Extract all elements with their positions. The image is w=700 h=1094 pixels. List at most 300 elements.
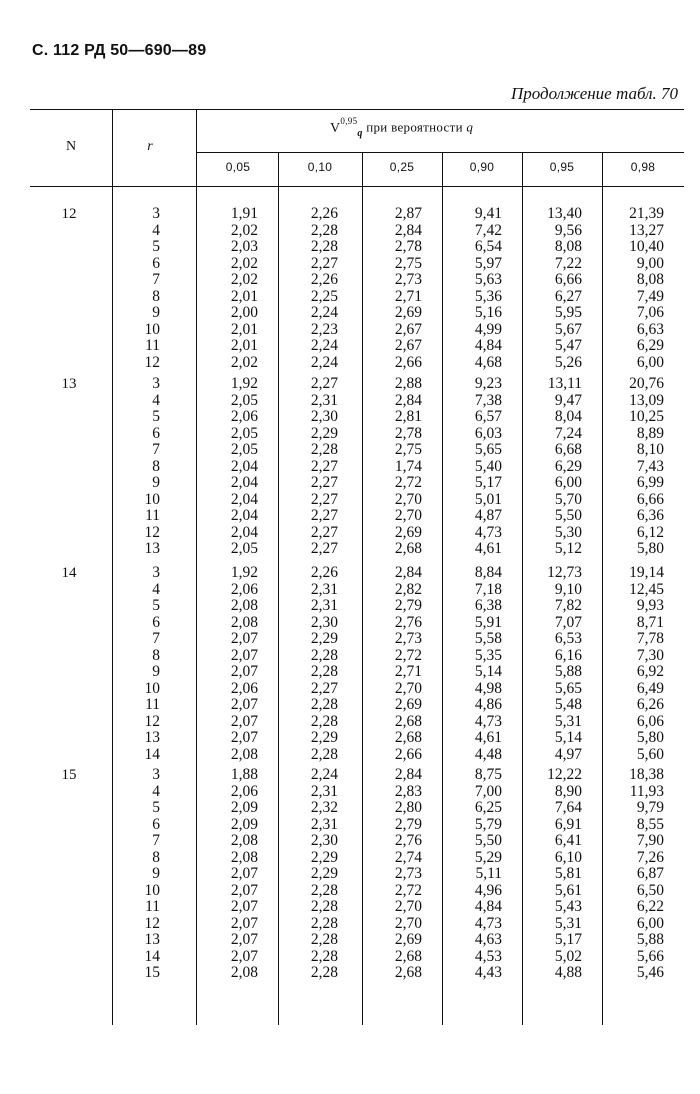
r-value: 5 [152, 799, 160, 816]
table-row [0, 681, 700, 698]
v-value: 4,88 [554, 964, 582, 981]
v-value: 8,08 [554, 238, 582, 255]
v-value: 4,86 [474, 696, 502, 713]
v-value: 5,81 [554, 865, 582, 882]
r-value: 10 [144, 490, 160, 508]
v-value: 6,49 [636, 679, 664, 697]
v-value: 2,01 [230, 287, 258, 305]
v-value: 5,58 [474, 630, 502, 647]
table-row [0, 883, 700, 900]
v-value: 4,61 [474, 540, 502, 557]
r-value: 5 [152, 238, 160, 255]
table-row [0, 817, 700, 834]
v-value: 6,57 [474, 408, 502, 425]
v-value: 2,04 [230, 507, 258, 524]
v-value: 2,28 [310, 964, 338, 981]
v-value: 2,66 [394, 745, 422, 763]
r-value: 15 [144, 964, 160, 981]
v-value: 7,30 [636, 646, 664, 664]
v-value: 2,78 [394, 424, 422, 442]
v-value: 2,23 [310, 320, 338, 338]
v-value: 2,28 [310, 646, 338, 664]
table-row [0, 426, 700, 443]
v-value: 5,80 [636, 540, 664, 557]
v-value: 2,31 [310, 391, 338, 409]
v-value: 7,82 [554, 597, 582, 614]
v-value: 6,27 [554, 287, 582, 305]
v-value: 8,89 [636, 424, 664, 442]
v-value: 7,22 [554, 254, 582, 272]
v-value: 2,31 [310, 597, 338, 614]
n-value: 12 [61, 206, 77, 222]
v-value: 2,87 [394, 205, 422, 222]
v-value: 4,43 [474, 964, 502, 981]
v-value: 1,92 [230, 564, 258, 581]
v-value: 6,22 [636, 898, 664, 915]
v-value: 2,84 [394, 391, 422, 409]
v-value: 2,66 [394, 353, 422, 371]
v-value: 9,10 [554, 580, 582, 598]
v-value: 13,27 [629, 221, 664, 239]
v-value: 2,76 [394, 613, 422, 631]
v-value: 2,26 [310, 205, 338, 222]
v-value: 2,30 [310, 613, 338, 631]
v-value: 2,28 [310, 931, 338, 948]
v-value: 5,80 [636, 729, 664, 746]
v-value: 21,39 [629, 205, 664, 222]
v-value: 2,68 [394, 947, 422, 965]
v-value: 7,38 [474, 391, 502, 409]
v-value: 5,66 [636, 947, 664, 965]
v-value: 2,07 [230, 898, 258, 915]
r-value: 14 [144, 745, 160, 763]
v-value: 5,36 [474, 287, 502, 305]
v-value: 8,55 [636, 815, 664, 833]
v-value: 5,31 [554, 712, 582, 730]
v-value: 2,28 [310, 881, 338, 899]
v-value: 5,50 [554, 507, 582, 524]
v-value: 6,53 [554, 630, 582, 647]
header-n: N [65, 139, 77, 154]
r-value: 9 [152, 865, 160, 882]
v-value: 5,61 [554, 881, 582, 899]
n-value: 14 [61, 565, 77, 581]
v-value: 2,26 [310, 564, 338, 581]
v-value: 2,08 [230, 964, 258, 981]
table-row [0, 239, 700, 256]
v-value: 2,09 [230, 799, 258, 816]
v-value: 5,16 [474, 304, 502, 321]
v-value: 9,47 [554, 391, 582, 409]
r-value: 7 [152, 630, 160, 647]
v-value: 5,29 [474, 848, 502, 866]
table-row [0, 784, 700, 801]
v-value: 9,93 [636, 597, 664, 614]
table-row [0, 289, 700, 306]
r-value: 3 [152, 205, 160, 222]
v-value: 2,70 [394, 898, 422, 915]
table-row [0, 932, 700, 949]
table-row [0, 223, 700, 240]
v-value: 8,75 [474, 766, 502, 783]
header-v-sub: q [357, 127, 363, 139]
table-row [0, 767, 700, 784]
v-value: 4,98 [474, 679, 502, 697]
r-value: 9 [152, 474, 160, 491]
v-value: 2,79 [394, 815, 422, 833]
v-value: 7,43 [636, 457, 664, 475]
v-value: 4,84 [474, 337, 502, 354]
table-row [0, 833, 700, 850]
v-value: 2,28 [310, 914, 338, 932]
r-value: 13 [144, 931, 160, 948]
v-value: 6,25 [474, 799, 502, 816]
table-row [0, 206, 700, 223]
v-value: 2,05 [230, 540, 258, 557]
n-value: 13 [61, 376, 77, 392]
table-row [0, 541, 700, 558]
v-value: 9,56 [554, 221, 582, 239]
v-value: 5,43 [554, 898, 582, 915]
v-value: 5,79 [474, 815, 502, 833]
v-value: 2,06 [230, 408, 258, 425]
r-value: 3 [152, 564, 160, 581]
r-value: 8 [152, 646, 160, 664]
v-value: 2,07 [230, 729, 258, 746]
v-value: 5,70 [554, 490, 582, 508]
v-value: 5,97 [474, 254, 502, 272]
v-value: 2,29 [310, 729, 338, 746]
table-row [0, 409, 700, 426]
table-row [0, 899, 700, 916]
v-value: 2,72 [394, 646, 422, 664]
v-value: 2,28 [310, 947, 338, 965]
v-value: 2,69 [394, 304, 422, 321]
v-value: 4,53 [474, 947, 502, 965]
v-value: 6,00 [636, 914, 664, 932]
v-value: 6,92 [636, 663, 664, 680]
v-value: 4,73 [474, 914, 502, 932]
v-value: 5,35 [474, 646, 502, 664]
v-value: 18,38 [629, 766, 664, 783]
v-value: 2,05 [230, 441, 258, 458]
v-value: 7,24 [554, 424, 582, 442]
v-value: 8,04 [554, 408, 582, 425]
v-value: 2,07 [230, 663, 258, 680]
v-value: 6,16 [554, 646, 582, 664]
table-row [0, 582, 700, 599]
v-value: 7,49 [636, 287, 664, 305]
table-row [0, 631, 700, 648]
v-value: 6,66 [554, 271, 582, 288]
v-value: 2,26 [310, 271, 338, 288]
header-q-value: 0,98 [630, 160, 656, 174]
v-value: 2,27 [310, 679, 338, 697]
header-span-q: q [466, 119, 474, 135]
v-value: 5,88 [554, 663, 582, 680]
v-value: 5,01 [474, 490, 502, 508]
v-value: 2,30 [310, 408, 338, 425]
v-value: 2,76 [394, 832, 422, 849]
v-value: 7,78 [636, 630, 664, 647]
r-value: 7 [152, 441, 160, 458]
header-q-value: 0,05 [225, 160, 251, 174]
v-value: 2,08 [230, 745, 258, 763]
v-value: 2,70 [394, 507, 422, 524]
subheader-rule [196, 152, 684, 153]
v-value: 5,17 [554, 931, 582, 948]
v-value: 2,09 [230, 815, 258, 833]
v-value: 2,28 [310, 898, 338, 915]
v-value: 2,30 [310, 832, 338, 849]
table-row [0, 697, 700, 714]
v-value: 10,40 [629, 238, 664, 255]
v-value: 4,97 [554, 745, 582, 763]
table-row [0, 598, 700, 615]
v-value: 2,07 [230, 865, 258, 882]
page-reference: С. 112 РД 50—690—89 [32, 42, 207, 59]
v-value: 2,02 [230, 271, 258, 288]
r-value: 5 [152, 597, 160, 614]
v-value: 2,25 [310, 287, 338, 305]
v-value: 6,91 [554, 815, 582, 833]
v-value: 2,29 [310, 424, 338, 442]
table-row [0, 730, 700, 747]
v-value: 5,67 [554, 320, 582, 338]
v-value: 4,61 [474, 729, 502, 746]
r-value: 6 [152, 424, 160, 442]
r-value: 6 [152, 613, 160, 631]
v-value: 2,69 [394, 696, 422, 713]
table-row [0, 492, 700, 509]
r-value: 4 [152, 580, 160, 598]
v-value: 2,24 [310, 337, 338, 354]
v-value: 12,73 [547, 564, 582, 581]
v-value: 2,02 [230, 353, 258, 371]
v-value: 2,01 [230, 337, 258, 354]
header-q-value: 0,25 [389, 160, 415, 174]
r-value: 10 [144, 320, 160, 338]
v-value: 9,41 [474, 205, 502, 222]
table-row [0, 949, 700, 966]
r-value: 12 [144, 523, 160, 541]
v-value: 6,36 [636, 507, 664, 524]
v-value: 12,45 [629, 580, 664, 598]
v-value: 9,23 [474, 375, 502, 392]
v-value: 5,60 [636, 745, 664, 763]
table-row [0, 714, 700, 731]
v-value: 6,63 [636, 320, 664, 338]
v-value: 2,07 [230, 646, 258, 664]
v-value: 5,40 [474, 457, 502, 475]
r-value: 14 [144, 947, 160, 965]
v-value: 4,87 [474, 507, 502, 524]
v-value: 6,00 [554, 474, 582, 491]
v-value: 4,48 [474, 745, 502, 763]
v-value: 2,04 [230, 523, 258, 541]
v-value: 2,24 [310, 304, 338, 321]
v-value: 5,47 [554, 337, 582, 354]
v-value: 1,91 [230, 205, 258, 222]
v-value: 13,40 [547, 205, 582, 222]
header-v-letter: V [330, 120, 341, 136]
table-row [0, 338, 700, 355]
v-value: 6,29 [636, 337, 664, 354]
v-value: 2,07 [230, 914, 258, 932]
v-value: 5,17 [474, 474, 502, 491]
r-value: 13 [144, 729, 160, 746]
v-value: 5,95 [554, 304, 582, 321]
v-value: 2,04 [230, 490, 258, 508]
v-value: 6,12 [636, 523, 664, 541]
v-value: 2,28 [310, 221, 338, 239]
r-value: 4 [152, 221, 160, 239]
v-value: 2,68 [394, 712, 422, 730]
v-value: 2,29 [310, 865, 338, 882]
table-row [0, 800, 700, 817]
v-value: 8,08 [636, 271, 664, 288]
v-value: 2,28 [310, 696, 338, 713]
v-value: 2,24 [310, 353, 338, 371]
v-value: 2,00 [230, 304, 258, 321]
v-value: 9,00 [636, 254, 664, 272]
r-value: 5 [152, 408, 160, 425]
v-value: 2,06 [230, 679, 258, 697]
v-value: 2,31 [310, 580, 338, 598]
v-value: 5,30 [554, 523, 582, 541]
v-value: 4,63 [474, 931, 502, 948]
table-row [0, 648, 700, 665]
v-value: 2,27 [310, 254, 338, 272]
v-value: 10,25 [629, 408, 664, 425]
v-value: 5,26 [554, 353, 582, 371]
v-value: 8,90 [554, 782, 582, 800]
v-value: 2,29 [310, 630, 338, 647]
v-value: 5,88 [636, 931, 664, 948]
v-value: 2,73 [394, 630, 422, 647]
v-value: 6,38 [474, 597, 502, 614]
v-value: 5,46 [636, 964, 664, 981]
v-value: 2,70 [394, 914, 422, 932]
v-value: 2,27 [310, 540, 338, 557]
v-value: 13,09 [629, 391, 664, 409]
v-value: 7,07 [554, 613, 582, 631]
v-value: 5,11 [475, 865, 502, 882]
v-value: 2,78 [394, 238, 422, 255]
n-value: 15 [61, 767, 77, 783]
v-value: 2,82 [394, 580, 422, 598]
v-value: 1,74 [394, 457, 422, 475]
v-value: 2,28 [310, 663, 338, 680]
header-bottom-rule [30, 186, 684, 187]
v-value: 2,69 [394, 523, 422, 541]
v-value: 4,99 [474, 320, 502, 338]
v-value: 2,28 [310, 238, 338, 255]
table-continuation-label: Продолжение табл. 70 [510, 84, 678, 103]
v-value: 7,00 [474, 782, 502, 800]
v-value: 2,06 [230, 580, 258, 598]
table-row [0, 565, 700, 582]
v-value: 7,18 [474, 580, 502, 598]
table-row [0, 376, 700, 393]
r-value: 11 [145, 337, 160, 354]
v-value: 5,50 [474, 832, 502, 849]
v-value: 6,68 [554, 441, 582, 458]
v-value: 2,07 [230, 712, 258, 730]
v-value: 2,70 [394, 490, 422, 508]
v-value: 2,68 [394, 540, 422, 557]
v-value: 2,71 [394, 287, 422, 305]
header-q-value: 0,95 [549, 160, 575, 174]
table-row [0, 475, 700, 492]
v-value: 2,07 [230, 630, 258, 647]
v-value: 2,75 [394, 441, 422, 458]
v-value: 2,07 [230, 947, 258, 965]
v-value: 2,27 [310, 523, 338, 541]
table-row [0, 272, 700, 289]
v-value: 7,26 [636, 848, 664, 866]
r-value: 11 [145, 696, 160, 713]
v-value: 6,66 [636, 490, 664, 508]
r-value: 11 [145, 898, 160, 915]
v-value: 2,05 [230, 391, 258, 409]
v-value: 2,79 [394, 597, 422, 614]
v-value: 2,73 [394, 865, 422, 882]
v-value: 2,27 [310, 507, 338, 524]
v-value: 6,29 [554, 457, 582, 475]
v-value: 6,26 [636, 696, 664, 713]
header-r: r [147, 139, 153, 154]
table-top-rule [30, 109, 684, 110]
v-value: 5,65 [474, 441, 502, 458]
v-value: 2,03 [230, 238, 258, 255]
v-value: 1,92 [230, 375, 258, 392]
v-value: 7,64 [554, 799, 582, 816]
v-value: 19,14 [629, 564, 664, 581]
v-value: 2,73 [394, 271, 422, 288]
v-value: 5,63 [474, 271, 502, 288]
v-value: 8,84 [474, 564, 502, 581]
table-row [0, 256, 700, 273]
r-value: 12 [144, 353, 160, 371]
r-value: 9 [152, 663, 160, 680]
v-value: 4,96 [474, 881, 502, 899]
v-value: 2,07 [230, 931, 258, 948]
v-value: 12,22 [547, 766, 582, 783]
v-value: 2,28 [310, 712, 338, 730]
v-value: 2,27 [310, 457, 338, 475]
table-row [0, 916, 700, 933]
v-value: 2,05 [230, 424, 258, 442]
header-q-value: 0,90 [469, 160, 495, 174]
v-value: 2,27 [310, 474, 338, 491]
table-row [0, 393, 700, 410]
table-row [0, 508, 700, 525]
v-value: 6,54 [474, 238, 502, 255]
v-value: 5,14 [554, 729, 582, 746]
r-value: 11 [145, 507, 160, 524]
v-value: 4,84 [474, 898, 502, 915]
table-row [0, 459, 700, 476]
table-row [0, 664, 700, 681]
v-value: 5,31 [554, 914, 582, 932]
v-value: 4,73 [474, 712, 502, 730]
v-value: 5,65 [554, 679, 582, 697]
r-value: 7 [152, 832, 160, 849]
r-value: 12 [144, 712, 160, 730]
v-value: 6,06 [636, 712, 664, 730]
r-value: 8 [152, 287, 160, 305]
